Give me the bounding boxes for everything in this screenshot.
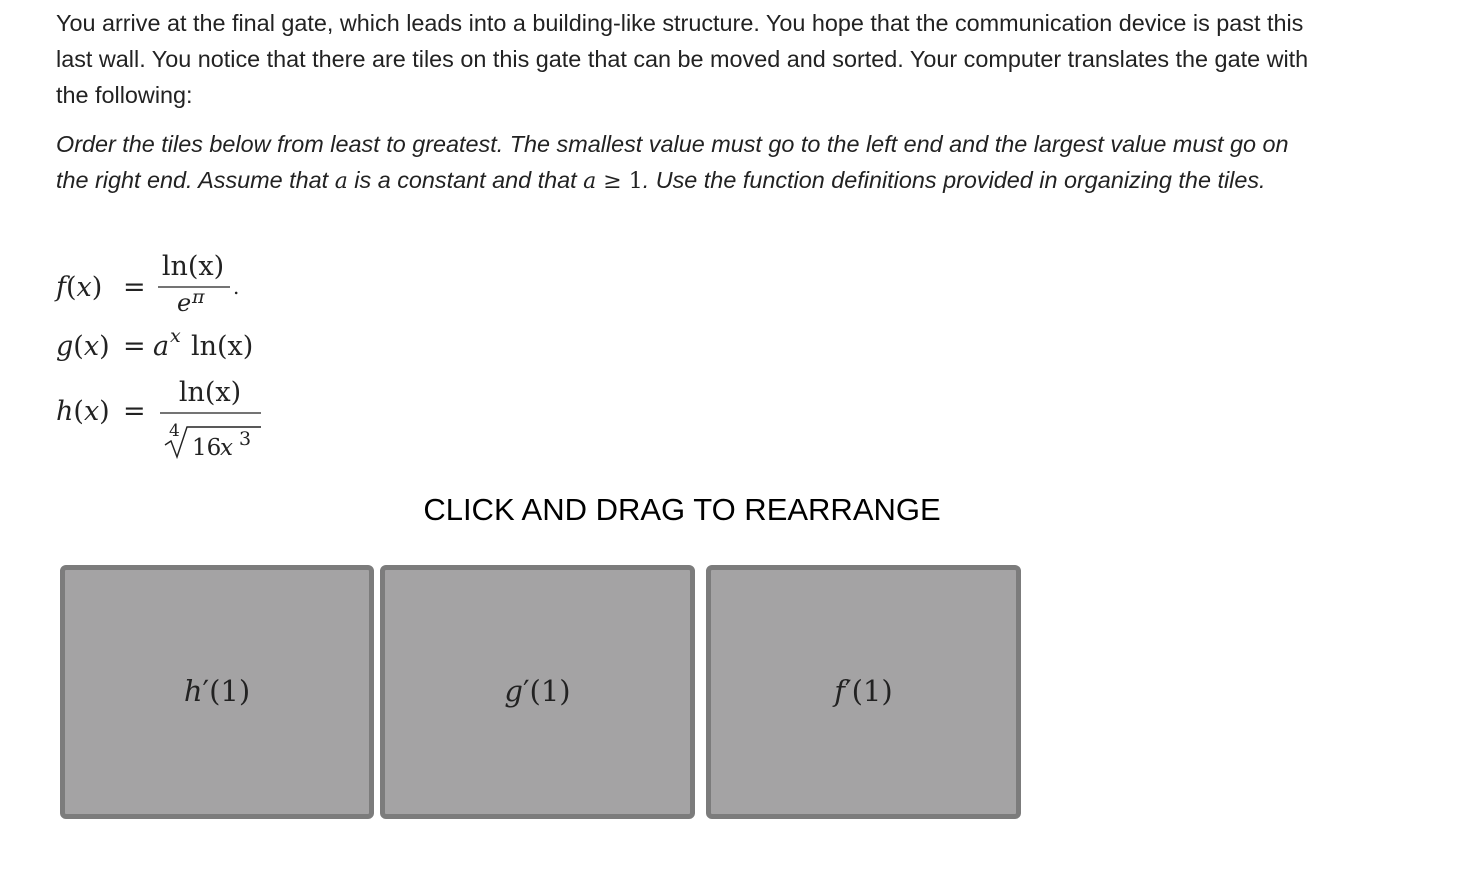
h-equals: =	[123, 396, 146, 427]
tile-label	[504, 674, 570, 708]
svg-text:g(x)	[56, 331, 110, 362]
svg-text:h(x)	[56, 396, 110, 427]
instructions-text-2: is a constant and that	[347, 167, 584, 193]
g-base: a	[153, 331, 170, 362]
f-denominator-base: e	[177, 289, 192, 317]
instructions-var-a-2: a	[583, 169, 597, 194]
f-name: f	[56, 272, 66, 303]
h-root-index: 4	[169, 421, 180, 441]
instructions-var-a: a	[334, 169, 348, 194]
h-definition	[56, 377, 261, 461]
f-period: .	[233, 275, 240, 299]
f-numerator: ln(x)	[161, 251, 225, 282]
g-name: g	[56, 331, 74, 362]
g-factor: ln(x)	[191, 331, 254, 362]
tile-prime: ′	[522, 674, 530, 708]
f-arg: x	[76, 272, 92, 303]
instructions-text-1: Order the tiles below from least to greatest. The smallest value must go to the left end and the largest value must go on the right end. Assume that	[56, 131, 1289, 193]
h-arg: x	[83, 396, 100, 427]
g-definition	[56, 325, 253, 362]
tile-arg: (1)	[851, 674, 893, 708]
h-radicand-coeff: 16	[192, 435, 222, 461]
tile-arg: (1)	[209, 674, 251, 708]
tile-label	[184, 674, 250, 708]
tile-prime: ′	[202, 674, 210, 708]
h-radicand-exp: 3	[239, 428, 252, 450]
f-denominator-exp: π	[192, 286, 205, 308]
sortable-tile-g-prime[interactable]	[380, 565, 695, 819]
f-definition	[54, 251, 239, 317]
function-definitions	[50, 244, 310, 464]
tile-prime: ′	[845, 674, 852, 708]
sortable-tile-h-prime[interactable]	[60, 565, 374, 819]
tile-arg: (1)	[529, 674, 571, 708]
g-arg: x	[83, 331, 100, 362]
g-equals: =	[123, 331, 146, 362]
tile-function-name: h	[183, 674, 203, 708]
svg-text:f(x)	[54, 272, 102, 303]
g-exp: x	[170, 325, 181, 347]
tile-function-name: f	[834, 674, 846, 708]
g-close-paren: )	[99, 331, 110, 362]
sorting-instructions	[56, 126, 1316, 200]
drag-instruction: CLICK AND DRAG TO REARRANGE	[423, 492, 941, 527]
f-close-paren: )	[91, 272, 103, 303]
sortable-tile-f-prime[interactable]	[706, 565, 1021, 819]
story-intro: You arrive at the final gate, which leads into a building-like structure. You hope that the communication device is past this last wall. You notice that there are tiles on this gate that can be moved and sorted. Your computer translates the gate with the following:	[56, 10, 1309, 108]
instructions-text-3: . Use the function definitions provided in organizing the tiles.	[642, 167, 1266, 193]
tile-label	[834, 674, 892, 708]
h-radicand-var: x	[220, 435, 233, 461]
h-open-paren: (	[73, 396, 84, 427]
f-open-paren: (	[66, 272, 77, 303]
f-equals: =	[123, 272, 146, 303]
tile-function-name: g	[504, 674, 523, 708]
h-name: h	[56, 396, 74, 427]
h-close-paren: )	[99, 396, 110, 427]
h-numerator: ln(x)	[178, 377, 242, 408]
g-open-paren: (	[73, 331, 84, 362]
instructions-inequality: ≥ 1	[596, 169, 643, 194]
